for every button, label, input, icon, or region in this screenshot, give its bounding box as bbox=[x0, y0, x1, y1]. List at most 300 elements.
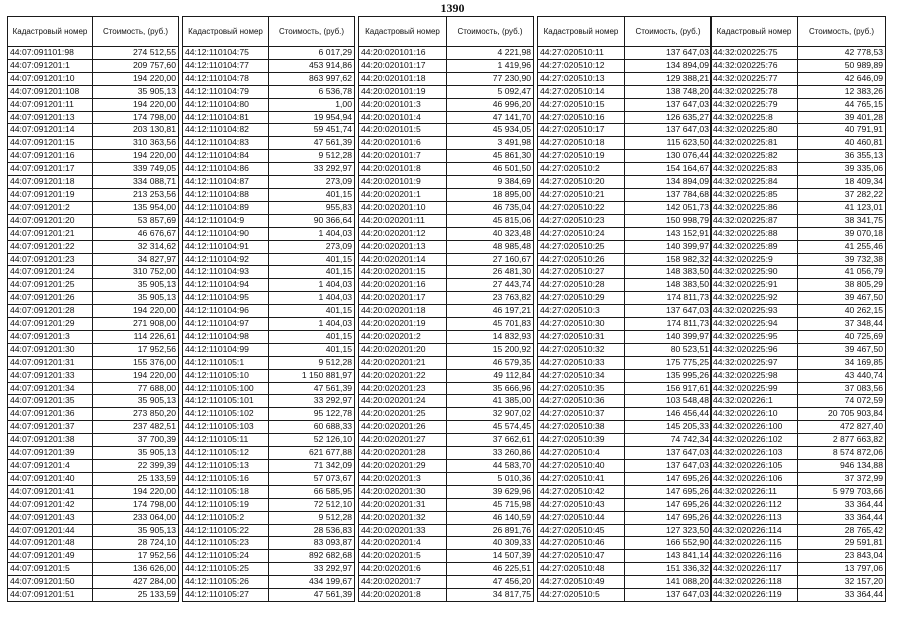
cost-cell: 46 579,35 bbox=[447, 356, 534, 369]
table-row bbox=[711, 72, 886, 85]
table-row bbox=[359, 537, 534, 550]
cost-cell: 25 133,59 bbox=[93, 589, 179, 602]
table-row bbox=[359, 266, 534, 279]
header-cost: Стоимость, (руб.) bbox=[625, 17, 712, 47]
cost-cell: 37 662,61 bbox=[447, 434, 534, 447]
cost-cell: 33 292,97 bbox=[269, 395, 355, 408]
cost-cell: 39 335,06 bbox=[798, 163, 886, 176]
cadastral-number-cell: 44:07:091201:11 bbox=[8, 98, 93, 111]
cadastral-number-cell: 44:20:020101:6 bbox=[359, 137, 447, 150]
table-row bbox=[711, 395, 886, 408]
table-row bbox=[711, 59, 886, 72]
cost-cell: 38 341,75 bbox=[798, 214, 886, 227]
cadastral-number-cell: 44:20:020201:20 bbox=[359, 343, 447, 356]
cost-cell: 194 220,00 bbox=[93, 305, 179, 318]
table-row bbox=[359, 59, 534, 72]
cost-cell: 38 805,29 bbox=[798, 279, 886, 292]
cadastral-number-cell: 44:32:020225:97 bbox=[711, 356, 798, 369]
table-row bbox=[183, 576, 355, 589]
cadastral-number-cell: 44:32:020225:8 bbox=[711, 111, 798, 124]
table-row bbox=[183, 511, 355, 524]
cost-cell: 175 775,25 bbox=[625, 356, 712, 369]
table-row bbox=[711, 498, 886, 511]
cost-cell: 39 401,28 bbox=[798, 111, 886, 124]
table-row bbox=[183, 408, 355, 421]
cost-cell: 148 383,50 bbox=[625, 266, 712, 279]
cost-cell: 53 857,69 bbox=[93, 214, 179, 227]
table-row bbox=[359, 111, 534, 124]
table-row bbox=[538, 550, 712, 563]
table-row bbox=[8, 447, 179, 460]
cost-cell: 90 366,64 bbox=[269, 214, 355, 227]
cost-cell: 41 056,79 bbox=[798, 266, 886, 279]
cost-cell: 45 701,83 bbox=[447, 318, 534, 331]
cadastral-number-cell: 44:07:091201:5 bbox=[8, 563, 93, 576]
cost-cell: 103 548,48 bbox=[625, 395, 712, 408]
cadastral-number-cell: 44:20:020201:11 bbox=[359, 214, 447, 227]
cost-cell: 134 894,09 bbox=[625, 176, 712, 189]
cadastral-number-cell: 44:20:020201:12 bbox=[359, 227, 447, 240]
table-row bbox=[711, 85, 886, 98]
cost-cell: 233 064,00 bbox=[93, 511, 179, 524]
table-row bbox=[711, 447, 886, 460]
table-row bbox=[538, 330, 712, 343]
cadastral-number-cell: 44:20:020101:8 bbox=[359, 163, 447, 176]
cost-cell: 1 404,03 bbox=[269, 318, 355, 331]
table-row bbox=[538, 240, 712, 253]
cadastral-number-cell: 44:12:110104:9 bbox=[183, 214, 269, 227]
table-row bbox=[538, 563, 712, 576]
table-row bbox=[8, 511, 179, 524]
cadastral-number-cell: 44:07:091201:10 bbox=[8, 72, 93, 85]
cost-cell: 33 364,44 bbox=[798, 498, 886, 511]
cost-cell: 26 891,76 bbox=[447, 524, 534, 537]
table-row bbox=[183, 382, 355, 395]
cost-cell: 40 309,33 bbox=[447, 537, 534, 550]
table-row bbox=[711, 98, 886, 111]
cadastral-number-cell: 44:20:020201:21 bbox=[359, 356, 447, 369]
cost-cell: 137 784,68 bbox=[625, 188, 712, 201]
cost-cell: 26 481,30 bbox=[447, 266, 534, 279]
table-row bbox=[8, 369, 179, 382]
table-row bbox=[711, 550, 886, 563]
cost-cell: 147 695,26 bbox=[625, 472, 712, 485]
table-row bbox=[711, 408, 886, 421]
cadastral-number-cell: 44:20:020201:1 bbox=[359, 188, 447, 201]
cost-cell: 273 850,20 bbox=[93, 408, 179, 421]
cadastral-number-cell: 44:07:091201:21 bbox=[8, 227, 93, 240]
cadastral-number-cell: 44:27:020510:48 bbox=[538, 563, 625, 576]
table-row bbox=[538, 460, 712, 473]
table-row bbox=[8, 279, 179, 292]
table-row bbox=[359, 343, 534, 356]
table-row bbox=[8, 201, 179, 214]
table-row bbox=[8, 59, 179, 72]
cost-cell: 194 220,00 bbox=[93, 369, 179, 382]
cadastral-number-cell: 44:20:020201:27 bbox=[359, 434, 447, 447]
cadastral-table bbox=[710, 16, 886, 602]
cost-cell: 166 552,90 bbox=[625, 537, 712, 550]
cost-cell: 22 399,39 bbox=[93, 460, 179, 473]
table-row bbox=[8, 434, 179, 447]
cadastral-number-cell: 44:20:020201:16 bbox=[359, 279, 447, 292]
table-row bbox=[359, 408, 534, 421]
cost-cell: 29 591,81 bbox=[798, 537, 886, 550]
table-row bbox=[183, 279, 355, 292]
table-row bbox=[359, 356, 534, 369]
table-row bbox=[183, 176, 355, 189]
table-row bbox=[183, 563, 355, 576]
table-row bbox=[183, 163, 355, 176]
table-row bbox=[538, 434, 712, 447]
cadastral-number-cell: 44:20:020201:15 bbox=[359, 266, 447, 279]
cadastral-number-cell: 44:20:020201:19 bbox=[359, 318, 447, 331]
cost-cell: 434 199,67 bbox=[269, 576, 355, 589]
table-row bbox=[538, 343, 712, 356]
cadastral-number-cell: 44:20:020201:26 bbox=[359, 421, 447, 434]
cadastral-number-cell: 44:12:110104:92 bbox=[183, 253, 269, 266]
cadastral-number-cell: 44:12:110105:13 bbox=[183, 460, 269, 473]
table-row bbox=[538, 498, 712, 511]
cost-cell: 25 133,59 bbox=[93, 472, 179, 485]
cost-cell: 209 757,60 bbox=[93, 59, 179, 72]
cost-cell: 310 363,56 bbox=[93, 137, 179, 150]
cost-cell: 74 742,34 bbox=[625, 434, 712, 447]
cadastral-number-cell: 44:20:020201:6 bbox=[359, 563, 447, 576]
cadastral-number-cell: 44:32:020225:99 bbox=[711, 382, 798, 395]
cadastral-number-cell: 44:32:020225:87 bbox=[711, 214, 798, 227]
table-row bbox=[359, 395, 534, 408]
cadastral-number-cell: 44:07:091201:108 bbox=[8, 85, 93, 98]
table-row bbox=[183, 421, 355, 434]
cost-cell: 33 364,44 bbox=[798, 589, 886, 602]
cost-cell: 40 323,48 bbox=[447, 227, 534, 240]
table-row bbox=[538, 369, 712, 382]
cadastral-number-cell: 44:32:020226:10 bbox=[711, 408, 798, 421]
table-row bbox=[8, 214, 179, 227]
cadastral-number-cell: 44:20:020201:30 bbox=[359, 485, 447, 498]
table-row bbox=[359, 460, 534, 473]
cost-cell: 271 908,00 bbox=[93, 318, 179, 331]
cost-cell: 46 735,04 bbox=[447, 201, 534, 214]
cost-cell: 137 647,03 bbox=[625, 460, 712, 473]
cost-cell: 401,15 bbox=[269, 266, 355, 279]
cadastral-number-cell: 44:32:020225:84 bbox=[711, 176, 798, 189]
table-row bbox=[8, 589, 179, 602]
cadastral-number-cell: 44:07:091101:98 bbox=[8, 47, 93, 60]
cost-cell: 39 732,38 bbox=[798, 253, 886, 266]
cadastral-number-cell: 44:12:110104:88 bbox=[183, 188, 269, 201]
cost-cell: 17 952,56 bbox=[93, 343, 179, 356]
table-row bbox=[359, 85, 534, 98]
table-row bbox=[359, 150, 534, 163]
cadastral-number-cell: 44:32:020225:75 bbox=[711, 47, 798, 60]
table-row bbox=[183, 188, 355, 201]
table-row bbox=[711, 382, 886, 395]
cadastral-number-cell: 44:27:020510:25 bbox=[538, 240, 625, 253]
table-row bbox=[183, 330, 355, 343]
cost-cell: 8 574 872,06 bbox=[798, 447, 886, 460]
cost-cell: 32 907,02 bbox=[447, 408, 534, 421]
cost-cell: 129 388,21 bbox=[625, 72, 712, 85]
cost-cell: 5 092,47 bbox=[447, 85, 534, 98]
cost-cell: 138 748,20 bbox=[625, 85, 712, 98]
cadastral-number-cell: 44:12:110104:87 bbox=[183, 176, 269, 189]
table-row bbox=[359, 563, 534, 576]
cadastral-number-cell: 44:27:020510:26 bbox=[538, 253, 625, 266]
table-header-row bbox=[8, 17, 179, 47]
cadastral-number-cell: 44:07:091201:33 bbox=[8, 369, 93, 382]
cadastral-number-cell: 44:32:020225:94 bbox=[711, 318, 798, 331]
cadastral-number-cell: 44:32:020226:11 bbox=[711, 485, 798, 498]
cadastral-number-cell: 44:07:091201:20 bbox=[8, 214, 93, 227]
cadastral-number-cell: 44:07:091201:50 bbox=[8, 576, 93, 589]
cost-cell: 150 998,79 bbox=[625, 214, 712, 227]
table-row bbox=[359, 253, 534, 266]
cadastral-number-cell: 44:07:091201:23 bbox=[8, 253, 93, 266]
cadastral-number-cell: 44:12:110105:26 bbox=[183, 576, 269, 589]
table-row bbox=[538, 421, 712, 434]
cadastral-number-cell: 44:12:110104:99 bbox=[183, 343, 269, 356]
table-row bbox=[183, 524, 355, 537]
cadastral-number-cell: 44:27:020510:42 bbox=[538, 485, 625, 498]
table-row bbox=[359, 163, 534, 176]
cost-cell: 146 456,44 bbox=[625, 408, 712, 421]
cadastral-number-cell: 44:32:020226:102 bbox=[711, 434, 798, 447]
cadastral-number-cell: 44:27:020510:31 bbox=[538, 330, 625, 343]
cadastral-number-cell: 44:20:020201:10 bbox=[359, 201, 447, 214]
table-row bbox=[8, 395, 179, 408]
table-row bbox=[8, 421, 179, 434]
table-row bbox=[711, 214, 886, 227]
cadastral-number-cell: 44:32:020226:114 bbox=[711, 524, 798, 537]
table-row bbox=[711, 460, 886, 473]
table-row bbox=[359, 576, 534, 589]
cadastral-table bbox=[537, 16, 712, 602]
cost-cell: 5 010,36 bbox=[447, 472, 534, 485]
cost-cell: 194 220,00 bbox=[93, 485, 179, 498]
table-row bbox=[711, 485, 886, 498]
cost-cell: 39 467,50 bbox=[798, 343, 886, 356]
cadastral-number-cell: 44:12:110104:93 bbox=[183, 266, 269, 279]
cost-cell: 37 282,22 bbox=[798, 188, 886, 201]
table-row bbox=[538, 589, 712, 602]
cadastral-number-cell: 44:27:020510:35 bbox=[538, 382, 625, 395]
cadastral-number-cell: 44:12:110104:82 bbox=[183, 124, 269, 137]
cost-cell: 134 894,09 bbox=[625, 59, 712, 72]
header-cadastral-number: Кадастровый номер bbox=[183, 17, 269, 47]
cadastral-number-cell: 44:07:091201:15 bbox=[8, 137, 93, 150]
cadastral-number-cell: 44:20:020101:9 bbox=[359, 176, 447, 189]
table-row bbox=[711, 201, 886, 214]
table-row bbox=[711, 240, 886, 253]
cost-cell: 339 749,05 bbox=[93, 163, 179, 176]
cadastral-number-cell: 44:20:020201:18 bbox=[359, 305, 447, 318]
cadastral-number-cell: 44:32:020225:98 bbox=[711, 369, 798, 382]
cost-cell: 45 861,30 bbox=[447, 150, 534, 163]
cadastral-number-cell: 44:20:020101:3 bbox=[359, 98, 447, 111]
cadastral-number-cell: 44:32:020225:95 bbox=[711, 330, 798, 343]
table-row bbox=[8, 343, 179, 356]
cost-cell: 37 372,99 bbox=[798, 472, 886, 485]
cost-cell: 114 226,61 bbox=[93, 330, 179, 343]
cost-cell: 43 440,74 bbox=[798, 369, 886, 382]
cadastral-number-cell: 44:12:110104:90 bbox=[183, 227, 269, 240]
table-row bbox=[183, 47, 355, 60]
cadastral-number-cell: 44:20:020201:33 bbox=[359, 524, 447, 537]
cadastral-number-cell: 44:12:110105:100 bbox=[183, 382, 269, 395]
cost-cell: 154 164,67 bbox=[625, 163, 712, 176]
cost-cell: 47 561,39 bbox=[269, 382, 355, 395]
cost-cell: 37 083,56 bbox=[798, 382, 886, 395]
cadastral-number-cell: 44:32:020225:78 bbox=[711, 85, 798, 98]
header-cadastral-number: Кадастровый номер bbox=[359, 17, 447, 47]
table-row bbox=[183, 485, 355, 498]
cadastral-number-cell: 44:27:020510:3 bbox=[538, 305, 625, 318]
cadastral-number-cell: 44:20:020201:29 bbox=[359, 460, 447, 473]
cost-cell: 1 404,03 bbox=[269, 279, 355, 292]
table-row bbox=[538, 356, 712, 369]
cost-cell: 35 666,96 bbox=[447, 382, 534, 395]
cadastral-number-cell: 44:12:110104:81 bbox=[183, 111, 269, 124]
cost-cell: 77 688,00 bbox=[93, 382, 179, 395]
cost-cell: 135 995,26 bbox=[625, 369, 712, 382]
table-row bbox=[538, 111, 712, 124]
cadastral-number-cell: 44:12:110105:10 bbox=[183, 369, 269, 382]
cadastral-number-cell: 44:07:091201:44 bbox=[8, 524, 93, 537]
cost-cell: 27 443,74 bbox=[447, 279, 534, 292]
cadastral-number-cell: 44:27:020510:46 bbox=[538, 537, 625, 550]
cadastral-number-cell: 44:12:110104:75 bbox=[183, 47, 269, 60]
cost-cell: 141 088,20 bbox=[625, 576, 712, 589]
table-row bbox=[711, 305, 886, 318]
table-row bbox=[359, 550, 534, 563]
cadastral-number-cell: 44:27:020510:15 bbox=[538, 98, 625, 111]
header-cadastral-number: Кадастровый номер bbox=[8, 17, 93, 47]
cadastral-number-cell: 44:12:110105:11 bbox=[183, 434, 269, 447]
cost-cell: 42 778,53 bbox=[798, 47, 886, 60]
cadastral-number-cell: 44:20:020101:7 bbox=[359, 150, 447, 163]
table-row bbox=[711, 343, 886, 356]
cadastral-number-cell: 44:32:020226:115 bbox=[711, 537, 798, 550]
table-row bbox=[538, 163, 712, 176]
cadastral-number-cell: 44:12:110104:94 bbox=[183, 279, 269, 292]
cadastral-number-cell: 44:07:091201:18 bbox=[8, 176, 93, 189]
cost-cell: 27 160,67 bbox=[447, 253, 534, 266]
cadastral-number-cell: 44:32:020225:96 bbox=[711, 343, 798, 356]
cadastral-number-cell: 44:27:020510:11 bbox=[538, 47, 625, 60]
cadastral-number-cell: 44:12:110104:84 bbox=[183, 150, 269, 163]
cost-cell: 35 905,13 bbox=[93, 292, 179, 305]
header-cost: Стоимость, (руб.) bbox=[447, 17, 534, 47]
cost-cell: 137 647,03 bbox=[625, 447, 712, 460]
table-row bbox=[538, 266, 712, 279]
cadastral-number-cell: 44:27:020510:39 bbox=[538, 434, 625, 447]
cadastral-number-cell: 44:12:110104:97 bbox=[183, 318, 269, 331]
table-row bbox=[8, 292, 179, 305]
table-row bbox=[538, 253, 712, 266]
table-row bbox=[183, 137, 355, 150]
cadastral-number-cell: 44:20:020101:4 bbox=[359, 111, 447, 124]
table-row bbox=[538, 576, 712, 589]
cadastral-number-cell: 44:32:020226:112 bbox=[711, 498, 798, 511]
table-row bbox=[711, 279, 886, 292]
table-row bbox=[711, 111, 886, 124]
cost-cell: 401,15 bbox=[269, 305, 355, 318]
table-row bbox=[538, 137, 712, 150]
cost-cell: 42 646,09 bbox=[798, 72, 886, 85]
cadastral-number-cell: 44:07:091201:3 bbox=[8, 330, 93, 343]
cadastral-number-cell: 44:27:020510:20 bbox=[538, 176, 625, 189]
cadastral-number-cell: 44:20:020201:13 bbox=[359, 240, 447, 253]
cadastral-number-cell: 44:27:020510:29 bbox=[538, 292, 625, 305]
cost-cell: 40 791,91 bbox=[798, 124, 886, 137]
cadastral-number-cell: 44:32:020225:90 bbox=[711, 266, 798, 279]
cost-cell: 401,15 bbox=[269, 188, 355, 201]
cadastral-number-cell: 44:07:091201:42 bbox=[8, 498, 93, 511]
cost-cell: 273,09 bbox=[269, 240, 355, 253]
cost-cell: 137 647,03 bbox=[625, 47, 712, 60]
cadastral-number-cell: 44:27:020510:44 bbox=[538, 511, 625, 524]
table-row bbox=[359, 434, 534, 447]
cadastral-number-cell: 44:20:020201:23 bbox=[359, 382, 447, 395]
table-row bbox=[711, 524, 886, 537]
table-row bbox=[711, 47, 886, 60]
table-row bbox=[538, 472, 712, 485]
cadastral-number-cell: 44:32:020225:79 bbox=[711, 98, 798, 111]
cost-cell: 14 507,39 bbox=[447, 550, 534, 563]
header-cadastral-number: Кадастровый номер bbox=[711, 17, 798, 47]
cadastral-number-cell: 44:32:020226:103 bbox=[711, 447, 798, 460]
table-row bbox=[711, 537, 886, 550]
cadastral-number-cell: 44:27:020510:2 bbox=[538, 163, 625, 176]
cadastral-number-cell: 44:12:110104:83 bbox=[183, 137, 269, 150]
cadastral-number-cell: 44:20:020201:8 bbox=[359, 589, 447, 602]
cost-cell: 33 364,44 bbox=[798, 511, 886, 524]
cost-cell: 12 383,26 bbox=[798, 85, 886, 98]
cost-cell: 334 088,71 bbox=[93, 176, 179, 189]
cost-cell: 18 895,00 bbox=[447, 188, 534, 201]
cost-cell: 174 811,73 bbox=[625, 318, 712, 331]
cadastral-number-cell: 44:07:091201:1 bbox=[8, 59, 93, 72]
cost-cell: 44 765,15 bbox=[798, 98, 886, 111]
table-row bbox=[359, 227, 534, 240]
cadastral-number-cell: 44:32:020225:81 bbox=[711, 137, 798, 150]
cost-cell: 35 905,13 bbox=[93, 85, 179, 98]
cost-cell: 5 979 703,66 bbox=[798, 485, 886, 498]
cadastral-table bbox=[7, 16, 179, 602]
cost-cell: 49 112,84 bbox=[447, 369, 534, 382]
cost-cell: 39 467,50 bbox=[798, 292, 886, 305]
table-row bbox=[359, 188, 534, 201]
cadastral-number-cell: 44:07:091201:48 bbox=[8, 537, 93, 550]
cost-cell: 156 917,61 bbox=[625, 382, 712, 395]
table-row bbox=[8, 266, 179, 279]
cadastral-number-cell: 44:27:020510:33 bbox=[538, 356, 625, 369]
cost-cell: 23 763,82 bbox=[447, 292, 534, 305]
cost-cell: 151 336,32 bbox=[625, 563, 712, 576]
table-row bbox=[711, 589, 886, 602]
table-row bbox=[183, 550, 355, 563]
cost-cell: 892 682,68 bbox=[269, 550, 355, 563]
table-row bbox=[8, 563, 179, 576]
cost-cell: 147 695,26 bbox=[625, 485, 712, 498]
cadastral-number-cell: 44:27:020510:23 bbox=[538, 214, 625, 227]
cost-cell: 47 456,20 bbox=[447, 576, 534, 589]
cadastral-number-cell: 44:27:020510:47 bbox=[538, 550, 625, 563]
cost-cell: 137 647,03 bbox=[625, 305, 712, 318]
cost-cell: 147 695,26 bbox=[625, 498, 712, 511]
